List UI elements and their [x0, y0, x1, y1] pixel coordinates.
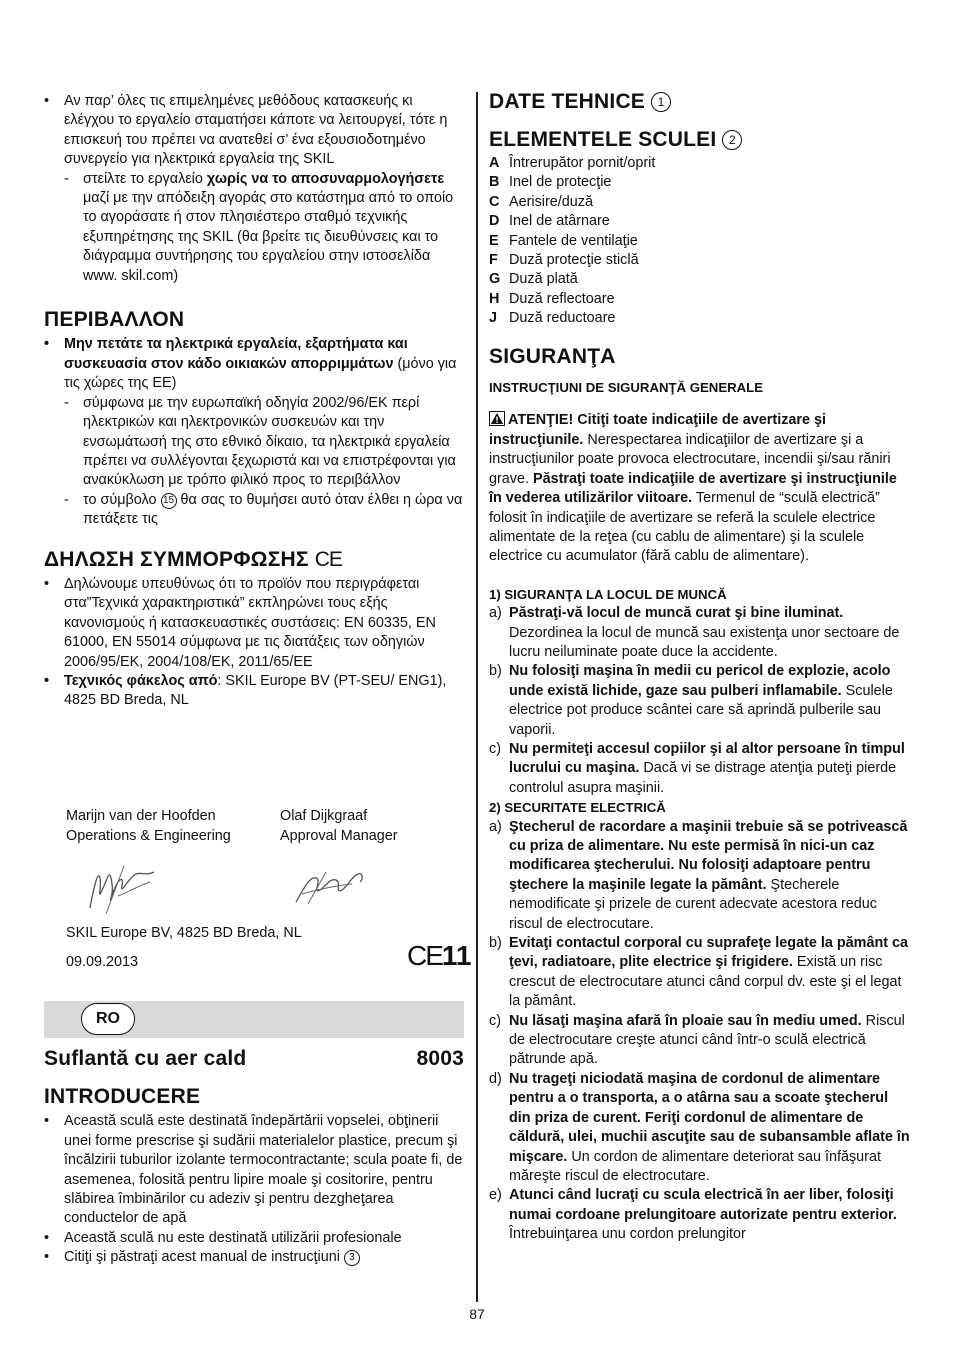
tool-elements-list	[489, 154, 910, 329]
product-header	[44, 1047, 464, 1071]
intro-bullet-2: Această sculă nu este destinată utilizării profesionale	[64, 1229, 402, 1246]
element-label: Fantele de ventilaţie	[509, 232, 638, 249]
element-label: Inel de atârnare	[509, 213, 610, 230]
list-item	[489, 740, 910, 798]
ce-mark-icon: CE	[407, 940, 442, 971]
element-letter: C	[489, 193, 500, 210]
declaration-date: 09.09.2013	[66, 954, 139, 970]
list-item	[489, 1070, 910, 1186]
list-item	[489, 232, 910, 251]
element-letter: J	[489, 310, 498, 327]
signatory-name: Olaf Dijkgraaf	[280, 808, 368, 824]
list-item	[489, 1186, 910, 1244]
environment-dash-1: σύμφωνα με την ευρωπαϊκή οδηγία 2002/96/ΕΚ περί ηλεκτρικών και ηλεκτρονικών συσκευών και την ενσωμάτωσή της στο εθνικό δίκαιο, τα ηλεκτρικά εργαλεία πρέπει να συλλέγονται ξεχωριστά και να επιστρέφονται για ανακύκλωση με τρόπο φιλικό προς το περιβάλλον	[83, 394, 456, 489]
list-item	[489, 173, 910, 192]
ce-year: 11	[441, 940, 472, 971]
list-item	[489, 290, 910, 309]
list-item	[44, 491, 464, 530]
intro-bullet-1: Această sculă este destinată îndepărtării vopselei, obţinerii unei forme prescrise şi sudării materialelor plastice, precum şi încălzirii tuburilor izolante termocontractante; scula poate fi, de asemenea, folosită pentru lipire moale şi cositorire, pentru slăbirea îmbinărilor cu adeziv şi pentru dezgheţarea conductelor de apă	[64, 1113, 463, 1227]
bullet-marker: •	[44, 1229, 50, 1246]
general-safety-subheading: INSTRUCŢIUNI DE SIGURANŢĂ GENERALE	[489, 380, 764, 396]
signatory-name: Marijn van der Hoofden	[66, 808, 216, 824]
bullet-marker: •	[44, 672, 50, 689]
workplace-safety-subheading: 1) SIGURANŢA LA LOCUL DE MUNCĂ	[489, 586, 727, 602]
company-address: SKIL Europe BV, 4825 BD Breda, NL	[66, 925, 302, 941]
bullet-marker: •	[44, 1113, 50, 1130]
list-item	[44, 394, 464, 491]
element-label: Duză plată	[509, 271, 578, 288]
symbol-number: 15	[161, 493, 177, 509]
safety-heading: SIGURANŢA	[489, 344, 616, 368]
item-letter: e)	[489, 1187, 502, 1204]
environment-heading: ΠΕΡΙΒΑΛΛΟΝ	[44, 308, 185, 332]
environment-dash-2: το σύμβολο 15 θα σας το θυμήσει αυτό όταν έλθει η ώρα να πετάξετε τις	[83, 491, 463, 528]
language-badge: RO	[81, 1003, 135, 1035]
list-item	[44, 335, 464, 393]
list-item	[489, 270, 910, 289]
intro-bullet-3: Citiţi şi păstraţi acest manual de instrucţiuni 3	[64, 1248, 464, 1267]
ce-mark-icon: CE	[314, 547, 342, 571]
service-dash-text: στείλτε το εργαλείο χωρίς να το αποσυναρμολογήσετε μαζί με την απόδειξη αγοράς στο κατάστημα από το οποίο το αγοράσατε ή στον πλησιέστερο σταθμό τεχνικής εξυπηρέτησης της SKIL (θα βρείτε τις διευθύνσεις και το διάγραμμα συντήρησης του εργαλείου στην ιστοσελίδα www. skil.com)	[83, 170, 454, 284]
element-letter: E	[489, 232, 499, 249]
tech-data-heading: DATE TEHNICE 1	[489, 92, 910, 112]
list-item	[489, 154, 910, 173]
signatory-role: Operations & Engineering	[66, 827, 231, 844]
list-item	[44, 1229, 464, 1248]
list-item	[44, 1248, 464, 1267]
list-item	[44, 92, 464, 170]
language-bar	[44, 1001, 464, 1038]
element-letter: F	[489, 252, 498, 269]
safety-item-text: Nu trageţi niciodată maşina de cordonul de alimentare pentru a o transporta, a o atârna sau a scoate ştecherul din priza de curent. Feriţi cordonul de alimentare de căldură, ulei, muchii ascuţite sau de subansamble aflate în mişcare. Un cordon de alimentare deteriorat sau înfăşurat măreşte riscul de electrocutare.	[509, 1070, 910, 1184]
list-item	[489, 934, 910, 1012]
element-label: Duză reflectoare	[509, 290, 615, 307]
signatory-1	[66, 807, 231, 846]
element-label: Aerisire/duză	[509, 193, 593, 210]
item-letter: c)	[489, 740, 501, 757]
safety-item-text: Păstraţi-vă locul de muncă curat şi bine iluminat. Dezordinea la locul de muncă sau existenţa unor sectoare de lucru neiluminate poate duce la accidente.	[509, 605, 900, 660]
element-label: Duză protecţie sticlă	[509, 252, 639, 269]
workplace-safety-list	[489, 604, 910, 798]
electrical-safety-list	[489, 818, 910, 1245]
page-number: 87	[469, 1306, 485, 1322]
bullet-marker: •	[44, 575, 50, 592]
declaration-heading: ΔΗΛΩΣΗ ΣΥΜΜΟΡΦΩΣΗΣ CE	[44, 547, 342, 571]
product-title: Suflantă cu aer cald 8003	[44, 1047, 464, 1070]
declaration-bullet-2: Τεχνικός φάκελος από: SKIL Europe BV (PT-SEU/ ENG1), 4825 BD Breda, NL	[64, 672, 447, 709]
right-column	[489, 92, 910, 1245]
list-item	[44, 672, 464, 711]
element-letter: B	[489, 174, 500, 191]
product-code: 8003	[416, 1047, 464, 1070]
electrical-safety-subheading: 2) SECURITATE ELECTRICĂ	[489, 800, 666, 816]
item-letter: b)	[489, 663, 502, 680]
item-letter: b)	[489, 935, 502, 952]
column-divider	[476, 92, 478, 1302]
left-column	[44, 92, 464, 711]
safety-item-text: Atunci când lucraţi cu scula electrică în aer liber, folosiţi numai cordoane prelungitoare autorizate pentru exterior. Întrebuinţarea unu cordon prelungitor	[509, 1187, 897, 1243]
item-letter: a)	[489, 818, 502, 835]
introduction-heading: INTRODUCERE	[44, 1085, 201, 1108]
list-item	[489, 818, 910, 934]
warning-icon	[489, 411, 505, 426]
safety-item-text: Ştecherul de racordare a maşinii trebuie să se potrivească cu priza de alimentare. Nu este permisă în nici-un caz modificarea ştecherului. Nu folosiţi adaptoare pentru ştechere la maşinile legate la pământ. Ştecherele nemodificate şi prizele de curent adecvate acestora reduc riscul de electrocutare.	[509, 818, 908, 932]
figure-number: 3	[344, 1250, 360, 1266]
tool-elements-heading: ELEMENTELE SCULEI 2	[489, 130, 910, 150]
figure-number: 2	[722, 130, 742, 150]
signature-1-icon	[84, 856, 160, 918]
list-item	[489, 193, 910, 212]
list-item	[44, 1112, 464, 1228]
element-label: Duză reductoare	[509, 310, 616, 327]
list-item	[44, 575, 464, 672]
introduction-section	[44, 1087, 464, 1268]
declaration-bullet-1: Δηλώνουμε υπευθύνως ότι το προϊόν που περιγράφεται στα”Τεχνικά χαρακτηριστικά” εκπληρώνει τους εξής κανονισμούς ή κατασκευαστικές συστάσεις: EN 60335, EN 61000, EN 55014 σύμφωνα με τις διατάξεις των οδηγιών 2006/95/EK, 2004/108/EK, 2011/65/EE	[64, 575, 436, 670]
element-letter: G	[489, 271, 501, 288]
element-letter: A	[489, 155, 500, 171]
dash-marker: -	[64, 394, 69, 411]
list-item	[44, 170, 464, 286]
signatory-2	[280, 807, 398, 846]
bullet-marker: •	[44, 93, 50, 109]
service-bullet-text: Αν παρ’ όλες τις επιμελημένες μεθόδους κατασκευής κι ελέγχου το εργαλείο σταματήσει κάποτε να λειτουργεί, τότε η επισκευή του πρέπει να ανατεθεί σ’ ένα εξουσιοδοτημένο συνεργείο για ηλεκτρικά εργαλεία της SKIL	[64, 93, 448, 168]
list-item	[489, 1012, 910, 1070]
element-label: Întrerupător pornit/oprit	[509, 155, 656, 171]
list-item	[489, 662, 910, 740]
bullet-marker: •	[44, 336, 50, 353]
signature-2-icon	[292, 864, 366, 908]
safety-item-text: Nu folosiţi maşina în medii cu pericol de explozie, acolo unde există lichide, gaze sau pulberi inflamabile. Sculele electrice pot produce scântei care să aprindă pulberile sau vaporii.	[509, 663, 893, 738]
figure-number: 1	[651, 92, 671, 112]
list-item	[489, 604, 910, 662]
environment-bullet: Μην πετάτε τα ηλεκτρικά εργαλεία, εξαρτήματα και συσκευασία στον κάδο οικιακών απορριμμάτων (μόνο για τις χώρες της ΕΕ)	[64, 336, 457, 392]
item-letter: a)	[489, 605, 502, 622]
bullet-marker: •	[44, 1249, 50, 1266]
safety-item-text: Nu lăsaţi maşina afară în ploaie sau în mediu umed. Riscul de electrocutare creşte atunci când într-o sculă electrică pătrunde apă.	[509, 1012, 905, 1068]
ce-year-mark	[407, 940, 472, 972]
signatory-role: Approval Manager	[280, 827, 398, 844]
safety-item-text: Nu permiteţi accesul copiilor şi al altor persoane în timpul lucrului cu maşina. Dacă vi se distrage atenţia puteţi pierde controlul asupra maşinii.	[509, 740, 905, 796]
dash-marker: -	[64, 491, 69, 508]
safety-item-text: Evitaţi contactul corporal cu suprafeţe legate la pământ ca ţevi, radiatoare, plite electrice şi frigidere. Există un risc crescut de electrocutare atunci când corpul dv. este şi el legat la pământ.	[509, 935, 909, 1010]
element-letter: H	[489, 290, 500, 307]
element-letter: D	[489, 213, 500, 230]
list-item	[489, 212, 910, 231]
list-item	[489, 251, 910, 270]
item-letter: d)	[489, 1070, 502, 1087]
element-label: Inel de protecţie	[509, 174, 612, 191]
item-letter: c)	[489, 1012, 501, 1029]
list-item	[489, 309, 910, 328]
dash-marker: -	[64, 170, 69, 187]
general-warning: ATENŢIE! Citiţi toate indicaţiile de avertizare şi instrucţiunile. Nerespectarea indicaţiilor de avertizare şi a instrucţiunilor poate provoca electrocutare, incendii şi/sau răniri grave. Păstraţi toate indicaţiile de avertizare şi instrucţiunile în vederea utilizărilor viitoare. Termenul de “sculă electrică” folosit în indicaţiile de avertizare se referă la sculele electrice alimentate de la reţea (cu cablu de alimentare) şi la sculele electrice cu acumulator (fără cablu de alimentare).	[489, 412, 897, 565]
